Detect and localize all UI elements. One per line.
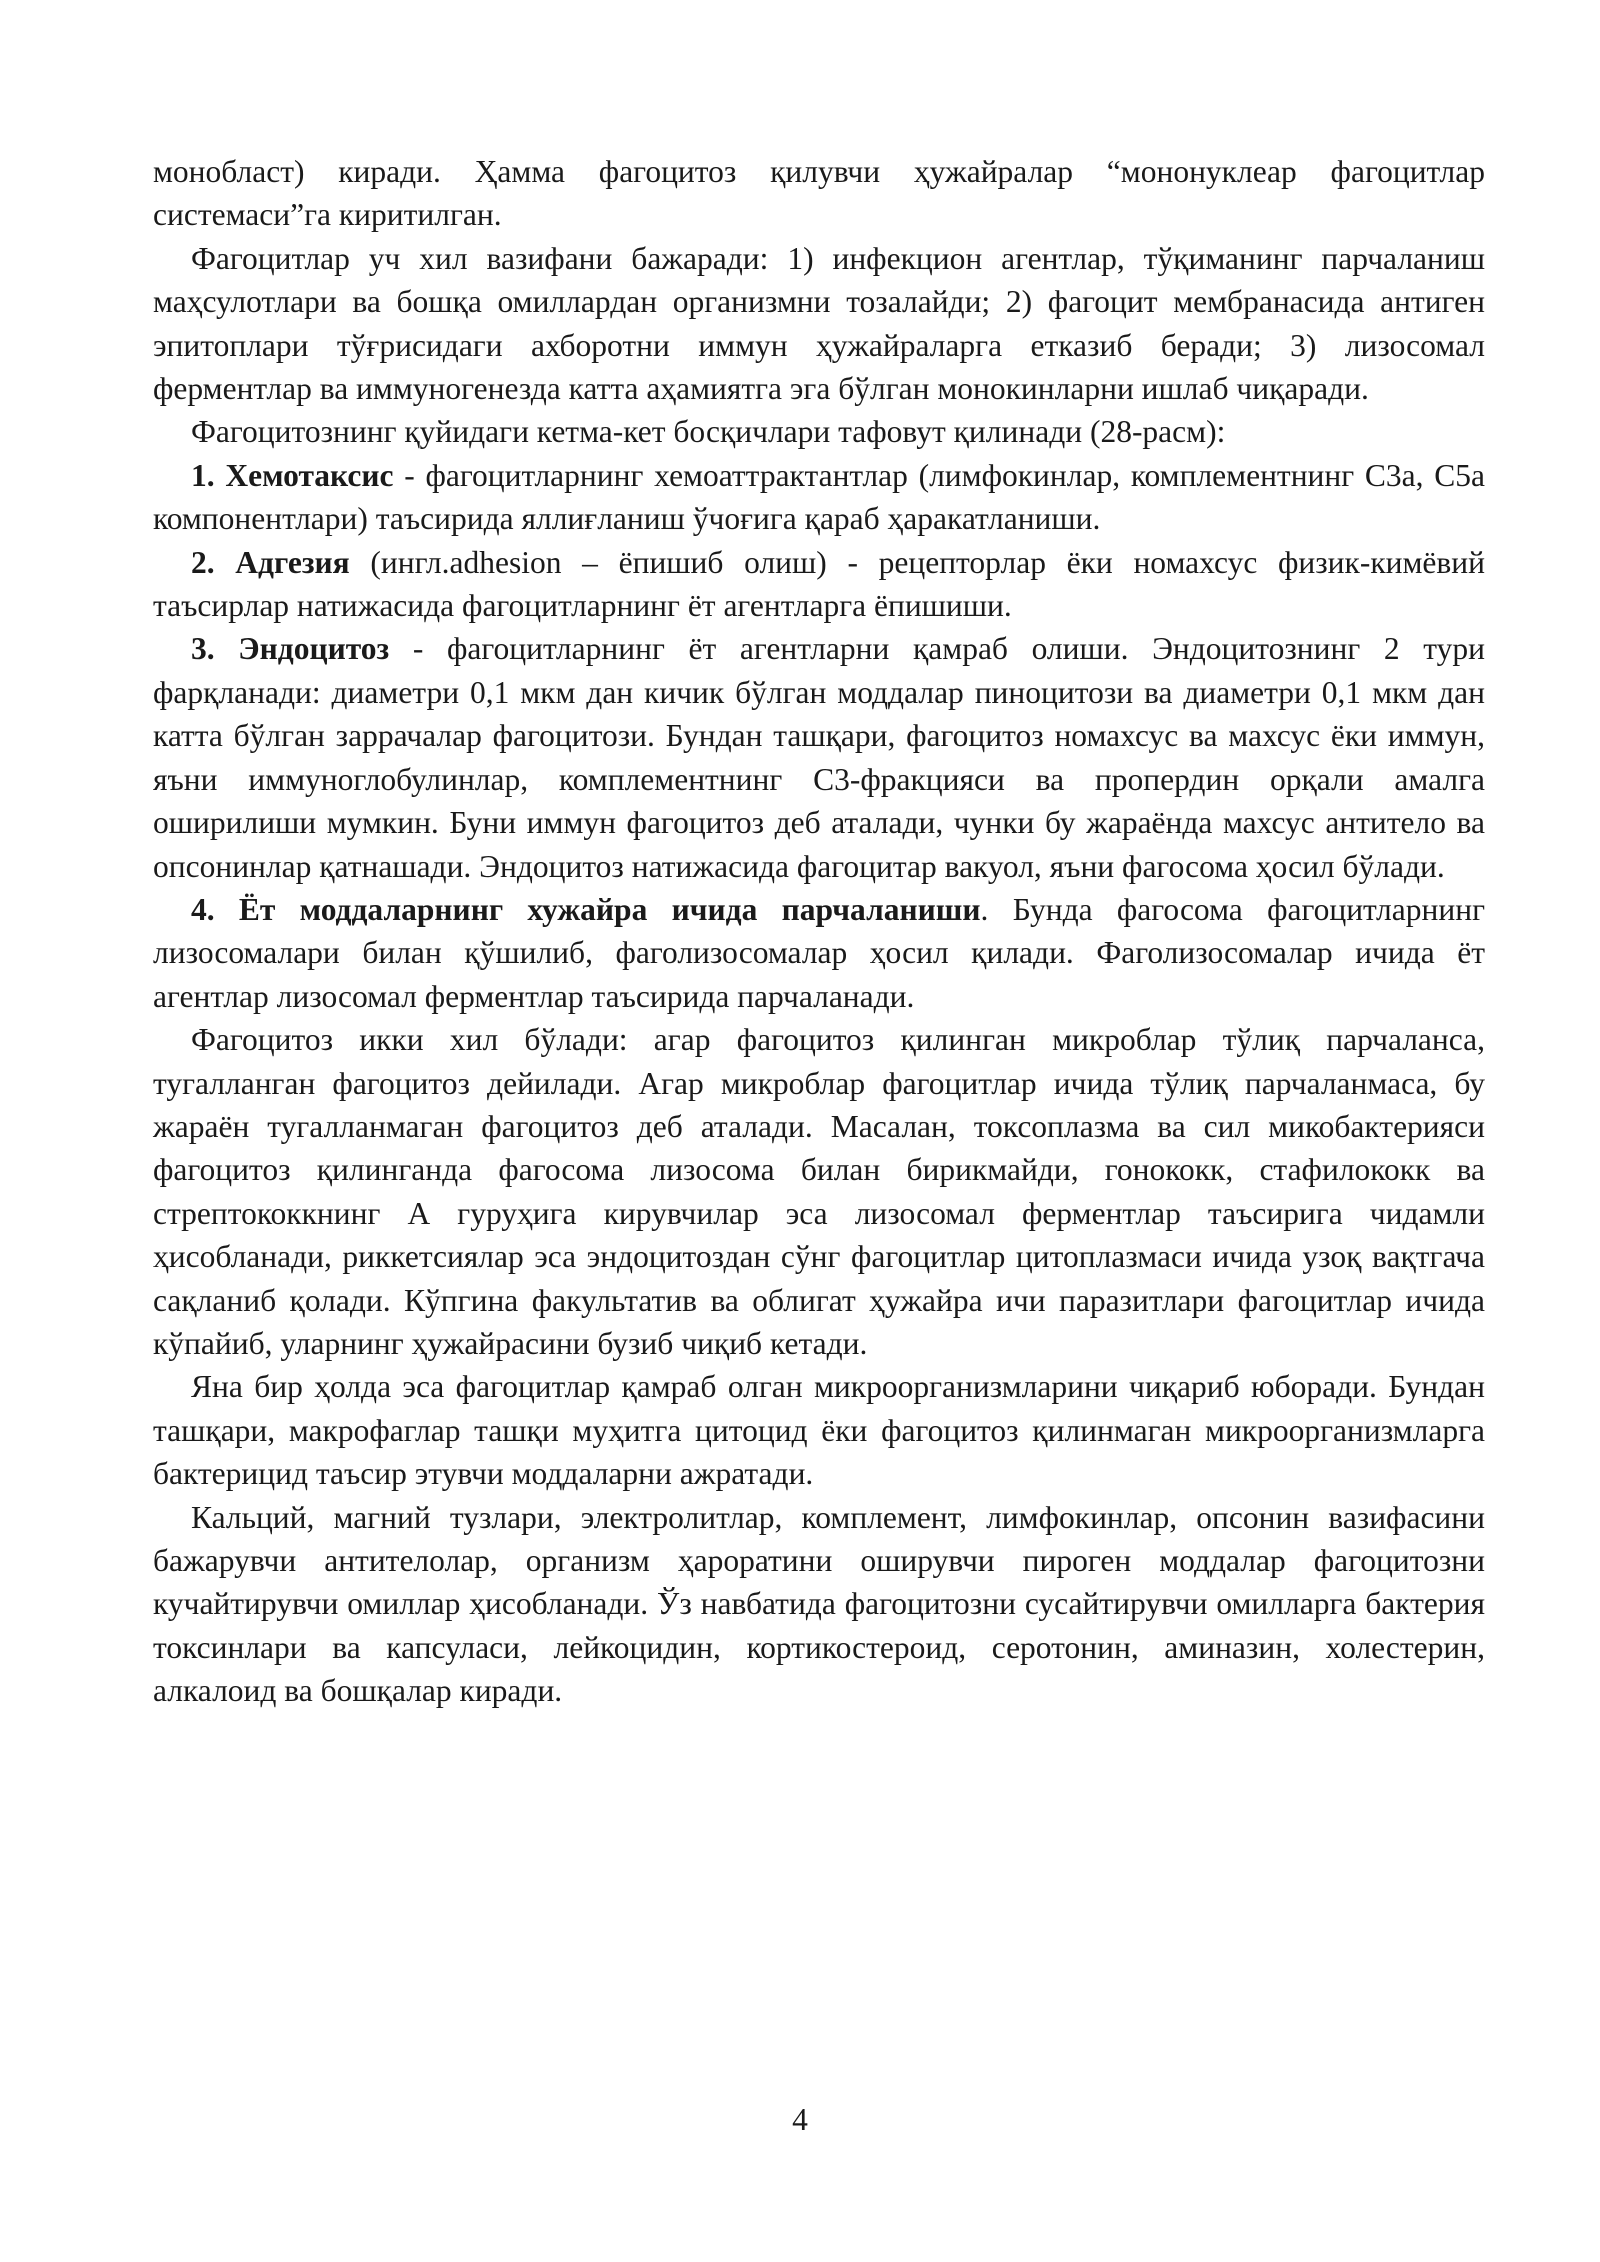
paragraph-stage-chemotaxis: 1. Хемотаксис - фагоцитларнинг хемоаттрактантлар (лимфокинлар, комплементнинг С3а, С5а компонентлари) таъсирида яллиғланиш ўчоғига қараб ҳаракатланиши. — [153, 457, 1485, 537]
paragraph-stage-degradation: 4. Ёт моддаларнинг хужайра ичида парчаланиши. Бунда фагосома фагоцитларнинг лизосомалари билан қўшилиб, фаголизосомалар ҳосил қилади. Фаголизосомалар ичида ёт агентлар лизосомал ферментлар таъсирида парчаланади. — [153, 891, 1485, 1014]
page-body — [153, 150, 1485, 1713]
stage-heading-adhesion: 2. Адгезия — [191, 544, 350, 580]
paragraph-stage-adhesion: 2. Адгезия (ингл.adhesion – ёпишиб олиш) - рецепторлар ёки номахсус физик-кимёвий таъсирлар натижасида фагоцитларнинг ёт агентларга ёпишиши. — [153, 544, 1486, 624]
paragraph-stages-intro: Фагоцитознинг қуйидаги кетма-кет босқичлари тафовут қилинади (28-расм): — [191, 414, 1226, 450]
paragraph-factors: Кальций, магний тузлари, электролитлар, комплемент, лимфокинлар, опсонин вазифасини бажарувчи антителолар, организм ҳароратини оширувчи пироген моддалар фагоцитозни кучайтирувчи омиллар ҳисобланади. Ўз навбатида фагоцитозни сусайтирувчи омилларга бактерия токсинлари ва капсуласи, лейкоцидин, кортикостероид, серотонин, аминазин, холестерин, алкалоид ва бошқалар киради. — [153, 1499, 1485, 1709]
stage-heading-endocytosis: 3. Эндоцитоз — [191, 631, 390, 667]
paragraph-phagocyte-functions: Фагоцитлар уч хил вазифани бажаради: 1) инфекцион агентлар, тўқиманинг парчаланиш маҳсулотлари ва бошқа омиллардан организмни тозалайди; 2) фагоцит мембранасида антиген эпитоплари тўғрисидаги ахборотни иммун ҳужайраларга етказиб беради; 3) лизосомал ферментлар ва иммуногенезда катта аҳамиятга эга бўлган монокинларни ишлаб чиқаради. — [153, 240, 1485, 407]
paragraph-phagocytosis-types: Фагоцитоз икки хил бўлади: агар фагоцитоз қилинган микроблар тўлиқ парчаланса, тугалланган фагоцитоз дейилади. Агар микроблар фагоцитлар ичида тўлиқ парчаланмаса, бу жараён тугалланмаган фагоцитоз деб аталади. Масалан, токсоплазма ва сил микобактерияси фагоцитоз қилинганда фагосома лизосома билан бирикмайди, гонококк, стафилококк ва стрептококкнинг А гуруҳига кирувчилар эса лизосомал ферментлар таъсирига чидамли ҳисобланади, риккетсиялар эса эндоцитоздан сўнг фагоцитлар цитоплазмаси ичида узоқ вақтгача сақланиб қолади. Кўпгина факультатив ва облигат ҳужайра ичи паразитлари фагоцитлар ичида кўпайиб, уларнинг ҳужайрасини бузиб чиқиб кетади. — [153, 1022, 1485, 1361]
paragraph-continuation: монобласт) киради. Ҳамма фагоцитоз қилувчи ҳужайралар “мононуклеар фагоцитлар системаси”га киритилган. — [153, 154, 1485, 233]
paragraph-stage-endocytosis: 3. Эндоцитоз - фагоцитларнинг ёт агентларни қамраб олиши. Эндоцитознинг 2 тури фарқланади: диаметри 0,1 мкм дан кичик бўлган моддалар пиноцитози ва диаметри 0,1 мкм дан катта бўлган заррачалар фагоцитози. Бундан ташқари, фагоцитоз номахсус ва махсус ёки иммун, яъни иммуноглобулинлар, комплементнинг С3-фракцияси ва пропердин орқали амалга оширилиши мумкин. Буни иммун фагоцитоз деб аталади, чунки бу жараёнда махсус антитело ва опсонинлар қатнашади. Эндоцитоз натижасида фагоцитар вакуол, яъни фагосома ҳосил бўлади. — [153, 631, 1485, 884]
page-number: 4 — [792, 2102, 808, 2137]
stage-heading-chemotaxis: 1. Хемотаксис — [191, 457, 394, 493]
paragraph-macrophages: Яна бир ҳолда эса фагоцитлар қамраб олган микроорганизмларини чиқариб юборади. Бундан ташқари, макрофаглар ташқи муҳитга цитоцид ёки фагоцитоз қилинмаган микроорганизмларга бактерицид таъсир этувчи моддаларни ажратади. — [153, 1369, 1485, 1492]
stage-heading-degradation: 4. Ёт моддаларнинг хужайра ичида парчаланиши — [191, 891, 981, 927]
